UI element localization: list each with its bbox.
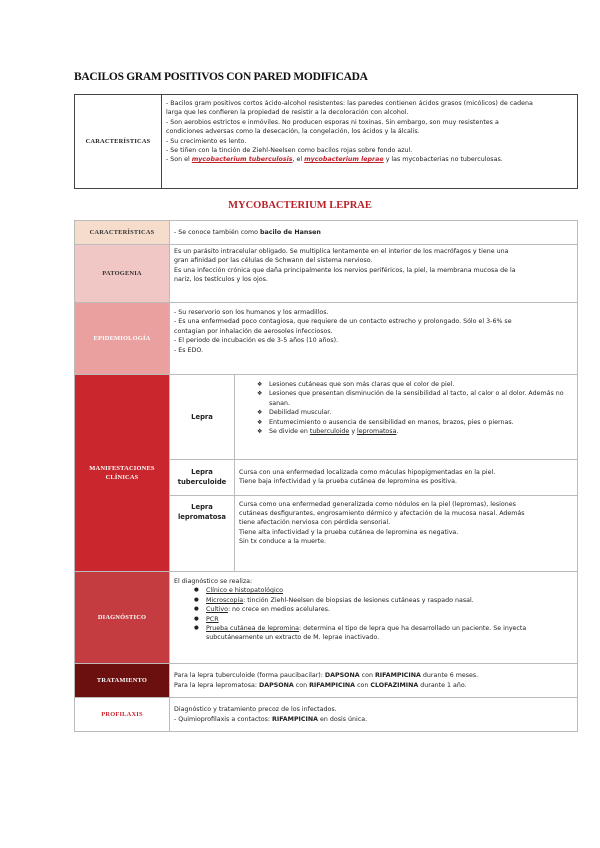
sublabel-lepra: Lepra bbox=[170, 375, 235, 459]
row-label-epidemiologia: EPIDEMIOLOGÍA bbox=[75, 303, 170, 375]
sublabel-tuberculoide: Lepra tuberculoide bbox=[170, 459, 235, 495]
row-content-patogenia: Es un parásito intracelular obligado. Se multiplica lentamente en el interior de los macrófagos y tiene una gran afinidad por las células de Schwann del sistema nervioso. Es una infección crónica que daña principalmente los nervios periféricos, la piel, la membrana mucosa de la nariz, los testículos y los ojos. bbox=[170, 245, 578, 303]
intro-line: larga que les confieren la propiedad de resistir a la decoloración con alcohol. bbox=[166, 109, 409, 117]
row-label-profilaxis: PROFILAXIS bbox=[75, 698, 170, 732]
lepra-symptoms bbox=[235, 375, 578, 459]
row-content-tratamiento: Para la lepra tuberculoide (forma paucibacilar): DAPSONA con RIFAMPICINA durante 6 meses. Para la lepra lepromatosa: DAPSONA con RIFAMPICINA con CLOFAZIMINA durante 1 año. bbox=[170, 664, 578, 698]
sublabel-lepromatosa: Lepra lepromatosa bbox=[170, 495, 235, 571]
row-content-diagnostico: El diagnóstico se realiza: ● Clínico e histopatológico ● Microscopía: tinción Ziehl-Neelsen de biopsias de lesiones cutáneas y raspado nasal. ● Cultivo: no crece en medios acelulares. ● PCR ● Prueba cutánea de lepromina: determina el tipo de lepra que ha desarrollado un paciente. Se inyecta subcutáneamente un extracto de M. leprae inactivado. bbox=[170, 572, 578, 664]
diagnosis-item: ● Microscopía: tinción Ziehl-Neelsen de biopsias de lesiones cutáneas y raspado nasal. bbox=[194, 596, 573, 605]
symptom-item: ❖ Debilidad muscular. bbox=[259, 408, 573, 417]
intro-line: - Se tiñen con la tinción de Ziehl-Neelsen como bacilos rojas sobre fondo azul. bbox=[166, 147, 413, 155]
intro-line: - Son aerobios estrictos e inmóviles. No producen esporas ni toxinas. Sin embargo, son muy resistentes a bbox=[166, 118, 499, 126]
diagnosis-item: ● PCR bbox=[194, 615, 573, 624]
symptom-item-divide: ❖ Se divide en tuberculoide y lepromatosa. bbox=[259, 427, 573, 436]
intro-content bbox=[162, 95, 578, 189]
species-leprae: mycobacterium leprae bbox=[304, 156, 384, 164]
row-label-manifestaciones: MANIFESTACIONES CLÍNICAS bbox=[75, 375, 170, 572]
intro-line: - Su crecimiento es lento. bbox=[166, 137, 247, 145]
row-label-patogenia: PATOGENIA bbox=[75, 245, 170, 303]
row-label-caracteristicas: CARACTERÍSTICAS bbox=[75, 221, 170, 245]
intro-line-species: - Son el mycobacterium tuberculosis, el mycobacterium leprae y las mycobacterias no tuberculosas. bbox=[166, 156, 503, 164]
symptom-item: ❖ Entumecimiento o ausencia de sensibilidad en manos, brazos, pies o piernas. bbox=[259, 418, 573, 427]
row-content-manifestaciones bbox=[170, 375, 578, 572]
intro-label: CARACTERÍSTICAS bbox=[75, 95, 162, 189]
row-label-tratamiento: TRATAMIENTO bbox=[75, 664, 170, 698]
symptom-item: ❖ Lesiones que presentan disminución de la sensibilidad al tacto, al calor o al dolor. Además no sanan. bbox=[259, 389, 573, 408]
row-content-caracteristicas: - Se conoce también como bacilo de Hansen bbox=[170, 221, 578, 245]
diagnosis-item: ● Prueba cutánea de lepromina: determina el tipo de lepra que ha desarrollado un paciente. Se inyecta bbox=[194, 624, 573, 633]
symptom-item: ❖ Lesiones cutáneas que son más claras que el color de piel. bbox=[259, 380, 573, 389]
manifestaciones-subtable bbox=[170, 375, 577, 571]
intro-line: - Bacilos gram positivos cortos ácido-alcohol resistentes: las paredes contienen ácidos grasos (micólicos) de cadena bbox=[166, 100, 533, 107]
section-title: MYCOBACTERIUM LEPRAE bbox=[228, 200, 372, 211]
row-content-epidemiologia: - Su reservorio son los humanos y los armadillos. - Es una enfermedad poco contagiosa, que requiere de un contacto estrecho y prolongado. Sólo el 3-6% se contagian por inhalación de aerosoles infecciosos. - El periodo de incubación es de 3-5 años (10 años). - Es EDO. bbox=[170, 303, 578, 375]
intro-table bbox=[74, 94, 578, 189]
row-content-profilaxis: Diagnóstico y tratamiento precoz de los infectados. - Quimioprofilaxis a contactos: RIFAMPICINA en dosis única. bbox=[170, 698, 578, 732]
tuberculoide-content: Cursa con una enfermedad localizada como máculas hipopigmentadas en la piel. Tiene baja infectividad y la prueba cutánea de lepromina es positiva. bbox=[235, 459, 578, 495]
diagnosis-item: ● Cultivo: no crece en medios acelulares. bbox=[194, 605, 573, 614]
diagnosis-item: ● Clínico e histopatológico bbox=[194, 586, 573, 595]
row-label-diagnostico: DIAGNÓSTICO bbox=[75, 572, 170, 664]
species-tuberculosis: mycobacterium tuberculosis bbox=[191, 156, 293, 164]
diagnosis-continuation: subcutáneamente un extracto de M. leprae inactivado. bbox=[206, 634, 380, 642]
leprae-table bbox=[74, 220, 578, 732]
intro-line: condiciones adversas como la desecación, la congelación, los ácidos y la álcalis. bbox=[166, 128, 420, 136]
page-title: BACILOS GRAM POSITIVOS CON PARED MODIFICADA bbox=[74, 71, 368, 83]
lepromatosa-content: Cursa como una enfermedad generalizada como nódulos en la piel (lepromas), lesiones cutáneas desfigurantes, engrosamiento dérmico y afectación de la mucosa nasal. Además tiene afectación nerviosa con pérdida sensorial. Tiene alta infectividad y la prueba cutánea de lepromina es negativa. Sin tx conduce a la muerte. bbox=[235, 495, 578, 571]
